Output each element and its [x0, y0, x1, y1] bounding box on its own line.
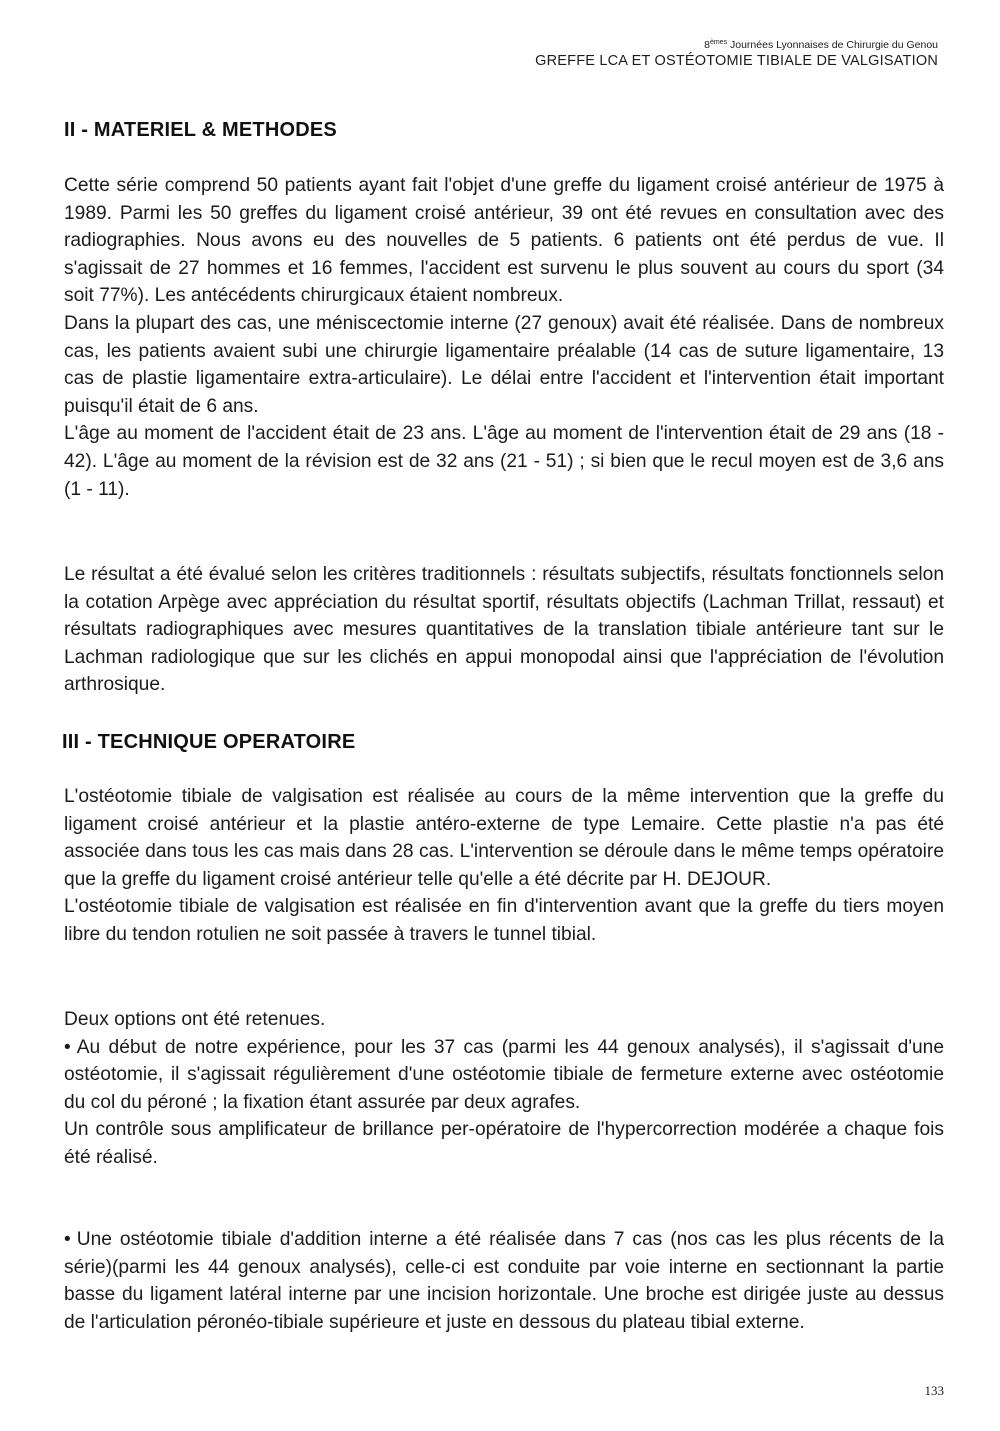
article-title: GREFFE LCA ET OSTÉOTOMIE TIBIALE DE VALGISATION — [535, 53, 938, 69]
options-block — [64, 1006, 944, 1172]
paragraph: Un contrôle sous amplificateur de brillance per-opératoire de l'hypercorrection modérée a chaque fois été réalisé. — [64, 1119, 944, 1168]
paragraph: L'âge au moment de l'accident était de 23 ans. L'âge au moment de l'intervention était de 29 ans (18 - 42). L'âge au moment de la révision est de 32 ans (21 - 51) ; si bien que le recul moyen est de 3,6 ans (1 - 11). — [64, 423, 944, 500]
evaluation-paragraph-block — [64, 561, 944, 699]
paragraph: Deux options ont été retenues. — [64, 1009, 326, 1030]
paragraph: L'ostéotomie tibiale de valgisation est réalisée au cours de la même intervention que la greffe du ligament croisé antérieur et la plastie antéro-externe de type Lemaire. Cette plastie n'a pas été associée dans tous les cas mais dans 28 cas. L'intervention se déroule dans le même temps opératoire que la greffe du ligament croisé antérieur telle qu'elle a été décrite par H. DEJOUR. — [64, 786, 944, 890]
bullet-item: • Une ostéotomie tibiale d'addition interne a été réalisée dans 7 cas (nos cas les plus récents de la série)(parmi les 44 genoux analysés), celle-ci est conduite par voie interne en sectionnant la partie basse du ligament latéral interne par une incision horizontale. Une broche est dirigée juste au dessus de l'articulation péronéo-tibiale supérieure et juste en dessous du plateau tibial externe. — [64, 1229, 944, 1333]
section-heading-technique-operatoire: III - TECHNIQUE OPERATOIRE — [62, 731, 356, 753]
bullet-icon: • — [64, 1036, 71, 1058]
section-materiel-methodes-body — [64, 172, 944, 503]
section-heading-materiel-methodes: II - MATERIEL & METHODES — [64, 119, 337, 141]
running-header — [535, 36, 938, 70]
bullet-item: • Au début de notre expérience, pour les 37 cas (parmi les 44 genoux analysés), il s'agissait d'une ostéotomie, il s'agissait régulièrement d'une ostéotomie tibiale de fermeture externe avec ostéotomie du col du péroné ; la fixation étant assurée par deux agrafes. — [64, 1036, 944, 1113]
paragraph: L'ostéotomie tibiale de valgisation est réalisée en fin d'intervention avant que la greffe du tiers moyen libre du tendon rotulien ne soit passée à travers le tunnel tibial. — [64, 896, 944, 945]
page-number: 133 — [924, 1383, 944, 1398]
paragraph: Dans la plupart des cas, une méniscectomie interne (27 genoux) avait été réalisée. Dans de nombreux cas, les patients avaient subi une chirurgie ligamentaire préalable (14 cas de suture ligamentaire, 13 cas de plastie ligamentaire extra-articulaire). Le délai entre l'accident et l'intervention était important puisqu'il était de 6 ans. — [64, 312, 944, 417]
bullet-icon: • — [64, 1229, 71, 1250]
section-technique-body — [64, 783, 944, 949]
paragraph: Cette série comprend 50 patients ayant fait l'objet d'une greffe du ligament croisé antérieur de 1975 à 1989. Parmi les 50 greffes du ligament croisé antérieur, 39 ont été revues en consultation avec des radiographies. Nous avons eu des nouvelles de 5 patients. 6 patients ont été perdus de vue. Il s'agissait de 27 hommes et 16 femmes, l'accident est survenu le plus souvent au cours du sport (34 soit 77%). Les antécédents chirurgicaux étaient nombreux. — [64, 175, 944, 307]
addition-option-block — [64, 1226, 944, 1336]
paragraph: Le résultat a été évalué selon les critères traditionnels : résultats subjectifs, résultats fonctionnels selon la cotation Arpège avec appréciation du résultat sportif, résultats objectifs (Lachman Trillat, ressaut) et résultats radiographiques avec mesures quantitatives de la translation tibiale antérieure tant sur le Lachman radiologique que sur les clichés en appui monopodal ainsi que l'appréciation de l'évolution arthrosique. — [64, 564, 944, 696]
conference-name: 8èmes Journées Lyonnaises de Chirurgie du Genou — [704, 39, 938, 51]
